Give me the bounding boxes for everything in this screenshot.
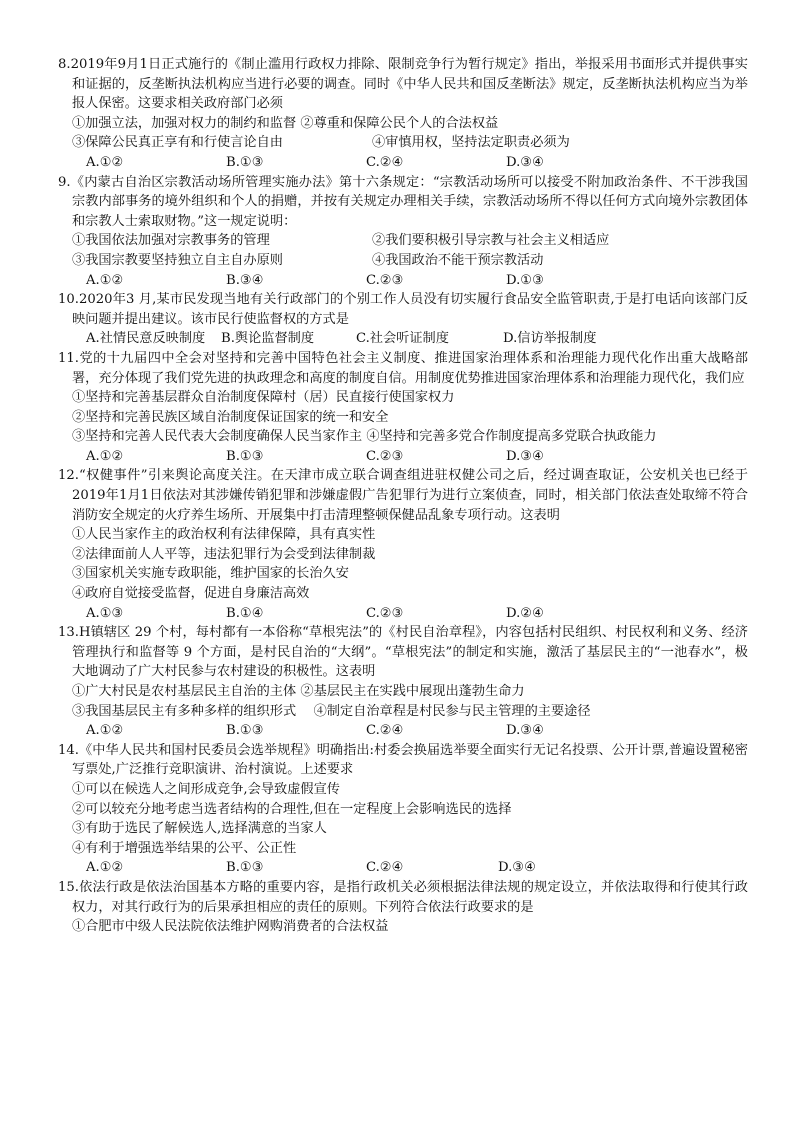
exam-page xyxy=(58,55,748,937)
choice-d[interactable]: D.③④ xyxy=(506,448,544,464)
choice-d[interactable]: D.③④ xyxy=(506,723,544,739)
question-14 xyxy=(58,741,748,878)
question-9 xyxy=(58,173,748,291)
answer-choices xyxy=(58,721,748,741)
question-13 xyxy=(58,623,748,741)
question-stem: 13.H镇辖区 29 个村，每村都有一本俗称“草根宪法”的《村民自治章程》，内容包括村民组织、村民权利和义务、经济管理执行和监督等 9 个方面，是村民自治的“大纲”。“草根宪法”的制定和实施，激活了基层民主的“一池春水”，极大地调动了广大村民参与农村建设的积极性。这表明 xyxy=(58,625,748,680)
choice-d[interactable]: D.②④ xyxy=(506,605,544,621)
answer-choices xyxy=(58,271,748,291)
option-line: ④有利于增强选举结果的公平、公正性 xyxy=(72,840,297,856)
option-line: ③国家机关实施专政职能，维护国家的长治久安 xyxy=(72,566,349,582)
option-item: ③保障公民真正享有和行使言论自由 xyxy=(72,135,283,151)
choice-c[interactable]: C.②④ xyxy=(366,860,404,876)
question-12 xyxy=(58,466,748,623)
option-item: ④我国政治不能干预宗教活动 xyxy=(372,252,544,268)
choice-c[interactable]: C.②④ xyxy=(366,723,404,739)
option-line: ①加强立法，加强对权力的制约和监督 ②尊重和保障公民个人的合法权益 xyxy=(72,115,499,131)
option-line: ①坚持和完善基层群众自治制度保障村（居）民直接行使国家权力 xyxy=(72,390,455,406)
option-line: ②法律面前人人平等，违法犯罪行为会受到法律制裁 xyxy=(72,546,376,562)
option-item: ①我国依法加强对宗教事务的管理 xyxy=(72,233,270,249)
choice-d[interactable]: D.③④ xyxy=(498,860,536,876)
choice-b[interactable]: B.①③ xyxy=(226,154,264,170)
choice-d[interactable]: D.③④ xyxy=(506,154,544,170)
choice-a[interactable]: A.社情民意反映制度 xyxy=(86,331,206,347)
option-item: ④审慎用权，坚持法定职责必须为 xyxy=(372,135,570,151)
question-stem: 12.“权健事件”引来舆论高度关注。在天津市成立联合调查组进驻权健公司之后，经过调查取证，公安机关也已经于 2019年1月1日依法对其涉嫌传销犯罪和涉嫌虚假广告犯罪行为进行立案侦查，同时，相关部门依法查处取缔不符合消防安全规定的火疗养生场所、开展集中打击清理整顿保健品乱象专项行动。这表明 xyxy=(58,468,748,523)
choice-b[interactable]: B.①③ xyxy=(226,448,264,464)
option-line: ④政府自觉接受监督，促进自身廉洁高效 xyxy=(72,586,310,602)
question-15 xyxy=(58,878,748,937)
choice-b[interactable]: B.①③ xyxy=(226,860,264,876)
choice-a[interactable]: A.①② xyxy=(86,723,124,739)
choice-c[interactable]: C.社会听证制度 xyxy=(356,331,449,347)
option-item: ②我们要积极引导宗教与社会主义相适应 xyxy=(372,233,610,249)
choice-d[interactable]: D.①③ xyxy=(506,272,544,288)
question-11 xyxy=(58,349,748,467)
option-line: ①合肥市中级人民法院依法维护网购消费者的合法权益 xyxy=(72,919,389,935)
option-line: ②坚持和完善民族区域自治制度保证国家的统一和安全 xyxy=(72,409,389,425)
question-stem: 10.2020年3 月,某市民发现当地有关行政部门的个别工作人员没有切实履行食品安全监管职责,于是打电话向该部门反映问题并提出建议。该市民行使监督权的方式是 xyxy=(58,292,748,327)
option-line: ②可以较充分地考虑当选者结构的合理性,但在一定程度上会影响选民的选择 xyxy=(72,801,512,817)
question-8 xyxy=(58,55,748,173)
choice-a[interactable]: A.①② xyxy=(86,448,124,464)
option-line: ①人民当家作主的政治权利有法律保障，具有真实性 xyxy=(72,527,376,543)
option-line: ③我国基层民主有多种多样的组织形式 ④制定自治章程是村民参与民主管理的主要途径 xyxy=(72,703,591,719)
choice-b[interactable]: B.①③ xyxy=(226,723,264,739)
question-stem: 11.党的十九届四中全会对坚持和完善中国特色社会主义制度、推进国家治理体系和治理能力现代化作出重大战略部署，充分体现了我们党先进的执政理念和高度的制度自信。用制度优势推进国家治理体系和治理能力现代化，我们应 xyxy=(58,350,748,386)
option-pair xyxy=(58,231,748,251)
choice-a[interactable]: A.①② xyxy=(86,272,124,288)
answer-choices xyxy=(58,604,748,624)
question-10 xyxy=(58,290,748,349)
answer-choices xyxy=(58,329,748,349)
answer-choices xyxy=(58,153,748,173)
question-stem: 8.2019年9月1日正式施行的《制止滥用行政权力排除、限制竞争行为暂行规定》指出，举报采用书面形式并提供事实和证据的，反垄断执法机构应当进行必要的调查。同时《中华人民共和国反垄断法》规定，反垄断执法机构应当为举报人保密。这要求相关政府部门必须 xyxy=(58,57,748,112)
option-line: ③有助于选民了解候选人,选择满意的当家人 xyxy=(72,821,327,837)
choice-c[interactable]: C.②④ xyxy=(366,154,404,170)
choice-a[interactable]: A.①② xyxy=(86,860,124,876)
answer-choices xyxy=(58,858,748,878)
question-stem: 14.《中华人民共和国村民委员会选举规程》明确指出:村委会换届选举要全面实行无记名投票、公开计票,普遍设置秘密写票处,广泛推行竞职演讲、治村演说。上述要求 xyxy=(58,742,748,778)
option-line: ①可以在候选人之间形成竞争,会导致虚假宣传 xyxy=(72,781,340,797)
option-pair xyxy=(58,133,748,153)
option-line: ③坚持和完善人民代表大会制度确保人民当家作主 ④坚持和完善多党合作制度提高多党联合执政能力 xyxy=(72,429,657,445)
option-item: ③我国宗教要坚持独立自主自办原则 xyxy=(72,252,283,268)
choice-b[interactable]: B.舆论监督制度 xyxy=(221,331,315,347)
question-stem: 15.依法行政是依法治国基本方略的重要内容，是指行政机关必须根据法律法规的规定设立，并依法取得和行使其行政权力，对其行政行为的后果承担相应的责任的原则。下列符合依法行政要求的是 xyxy=(58,879,748,915)
choice-c[interactable]: C.②③ xyxy=(366,272,404,288)
option-pair xyxy=(58,251,748,271)
choice-d[interactable]: D.信访举报制度 xyxy=(503,331,597,347)
answer-choices xyxy=(58,447,748,467)
choice-b[interactable]: B.③④ xyxy=(226,272,264,288)
question-stem: 9.《内蒙古自治区宗教活动场所管理实施办法》第十六条规定：“宗教活动场所可以接受不附加政治条件、不干涉我国宗教内部事务的境外组织和个人的捐赠，并按有关规定办理相关手续，宗教活动场所不得以任何方式向境外宗教团体和宗教人士索取财物。”这一规定说明： xyxy=(58,174,748,229)
choice-a[interactable]: A.①② xyxy=(86,154,124,170)
option-line: ①广大村民是农村基层民主自治的主体 ②基层民主在实践中展现出蓬勃生命力 xyxy=(72,684,525,699)
choice-c[interactable]: C.②③ xyxy=(366,448,404,464)
choice-b[interactable]: B.①④ xyxy=(226,605,264,621)
choice-c[interactable]: C.②③ xyxy=(366,605,404,621)
choice-a[interactable]: A.①③ xyxy=(86,605,124,621)
